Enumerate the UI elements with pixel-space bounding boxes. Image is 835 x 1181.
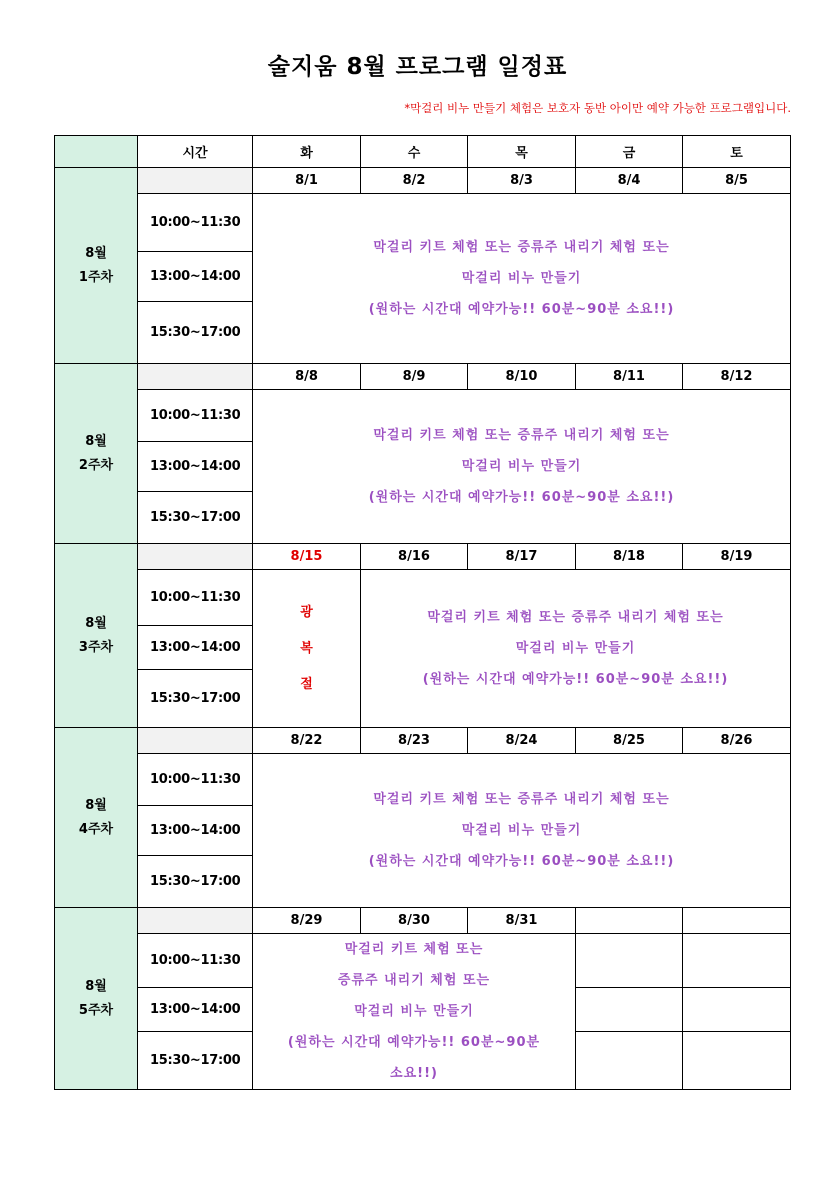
date-cell: 8/9 xyxy=(361,364,468,390)
time-slot: 13:00~14:00 xyxy=(138,988,253,1032)
time-slot: 13:00~14:00 xyxy=(138,442,253,492)
header-time: 시간 xyxy=(138,136,253,168)
time-slot-row xyxy=(55,194,791,252)
date-cell: 8/10 xyxy=(468,364,576,390)
date-cell: 8/8 xyxy=(253,364,361,390)
header-day: 토 xyxy=(683,136,791,168)
page-title: 술지움 8월 프로그램 일정표 xyxy=(267,54,568,80)
empty-cell xyxy=(683,1032,791,1090)
time-slot: 13:00~14:00 xyxy=(138,252,253,302)
date-cell: 8/26 xyxy=(683,728,791,754)
reservation-note: *막걸리 비누 만들기 체험은 보호자 동반 아이만 예약 가능한 프로그램입니다. xyxy=(404,101,791,115)
time-slot: 10:00~11:30 xyxy=(138,194,253,252)
week4-dates-row xyxy=(55,728,791,754)
week3-dates-row xyxy=(55,544,791,570)
empty-cell xyxy=(576,934,683,988)
date-spacer xyxy=(138,168,253,194)
date-cell: 8/22 xyxy=(253,728,361,754)
date-cell xyxy=(683,908,791,934)
program-description: 막걸리 키트 체험 또는 증류주 내리기 체험 또는 막걸리 비누 만들기 (원하는 시간대 예약가능!! 60분~90분 소요!!) xyxy=(253,194,791,364)
time-slot-row xyxy=(55,754,791,806)
program-description: 막걸리 키트 체험 또는 증류주 내리기 체험 또는 막걸리 비누 만들기 (원하는 시간대 예약가능!! 60분~90분 소요!!) xyxy=(253,934,576,1090)
time-slot: 15:30~17:00 xyxy=(138,302,253,364)
time-slot: 15:30~17:00 xyxy=(138,670,253,728)
time-slot: 15:30~17:00 xyxy=(138,492,253,544)
program-description: 막걸리 키트 체험 또는 증류주 내리기 체험 또는 막걸리 비누 만들기 (원하는 시간대 예약가능!! 60분~90분 소요!!) xyxy=(361,570,791,728)
week1-dates-row xyxy=(55,168,791,194)
week-label: 8월 4주차 xyxy=(55,728,138,908)
date-spacer xyxy=(138,364,253,390)
time-slot: 13:00~14:00 xyxy=(138,626,253,670)
time-slot: 10:00~11:30 xyxy=(138,934,253,988)
time-slot: 10:00~11:30 xyxy=(138,390,253,442)
date-cell: 8/11 xyxy=(576,364,683,390)
date-cell: 8/17 xyxy=(468,544,576,570)
date-cell: 8/19 xyxy=(683,544,791,570)
date-cell: 8/29 xyxy=(253,908,361,934)
week-label: 8월 2주차 xyxy=(55,364,138,544)
date-spacer xyxy=(138,728,253,754)
header-day: 화 xyxy=(253,136,361,168)
time-slot-row xyxy=(55,390,791,442)
date-spacer xyxy=(138,908,253,934)
date-cell: 8/2 xyxy=(361,168,468,194)
date-cell: 8/12 xyxy=(683,364,791,390)
program-description: 막걸리 키트 체험 또는 증류주 내리기 체험 또는 막걸리 비누 만들기 (원하는 시간대 예약가능!! 60분~90분 소요!!) xyxy=(253,390,791,544)
holiday-date-cell: 8/15 xyxy=(253,544,361,570)
date-cell: 8/30 xyxy=(361,908,468,934)
time-slot: 15:30~17:00 xyxy=(138,856,253,908)
date-cell: 8/1 xyxy=(253,168,361,194)
header-day: 목 xyxy=(468,136,576,168)
date-cell xyxy=(576,908,683,934)
date-cell: 8/25 xyxy=(576,728,683,754)
empty-cell xyxy=(576,988,683,1032)
week-label: 8월 5주차 xyxy=(55,908,138,1090)
time-slot-row xyxy=(55,934,791,988)
time-slot-row xyxy=(55,570,791,626)
date-cell: 8/16 xyxy=(361,544,468,570)
date-cell: 8/18 xyxy=(576,544,683,570)
program-description: 막걸리 키트 체험 또는 증류주 내리기 체험 또는 막걸리 비누 만들기 (원하는 시간대 예약가능!! 60분~90분 소요!!) xyxy=(253,754,791,908)
header-corner xyxy=(55,136,138,168)
time-slot: 13:00~14:00 xyxy=(138,806,253,856)
date-cell: 8/24 xyxy=(468,728,576,754)
week-label: 8월 1주차 xyxy=(55,168,138,364)
date-spacer xyxy=(138,544,253,570)
week5-dates-row xyxy=(55,908,791,934)
date-cell: 8/3 xyxy=(468,168,576,194)
week-label: 8월 3주차 xyxy=(55,544,138,728)
date-cell: 8/5 xyxy=(683,168,791,194)
header-row xyxy=(55,136,791,168)
empty-cell xyxy=(576,1032,683,1090)
time-slot: 10:00~11:30 xyxy=(138,754,253,806)
date-cell: 8/4 xyxy=(576,168,683,194)
date-cell: 8/23 xyxy=(361,728,468,754)
schedule-table xyxy=(54,135,791,1090)
header-day: 금 xyxy=(576,136,683,168)
empty-cell xyxy=(683,988,791,1032)
week2-dates-row xyxy=(55,364,791,390)
header-day: 수 xyxy=(361,136,468,168)
time-slot: 10:00~11:30 xyxy=(138,570,253,626)
empty-cell xyxy=(683,934,791,988)
time-slot: 15:30~17:00 xyxy=(138,1032,253,1090)
holiday-cell: 광 복 절 xyxy=(253,570,361,728)
date-cell: 8/31 xyxy=(468,908,576,934)
